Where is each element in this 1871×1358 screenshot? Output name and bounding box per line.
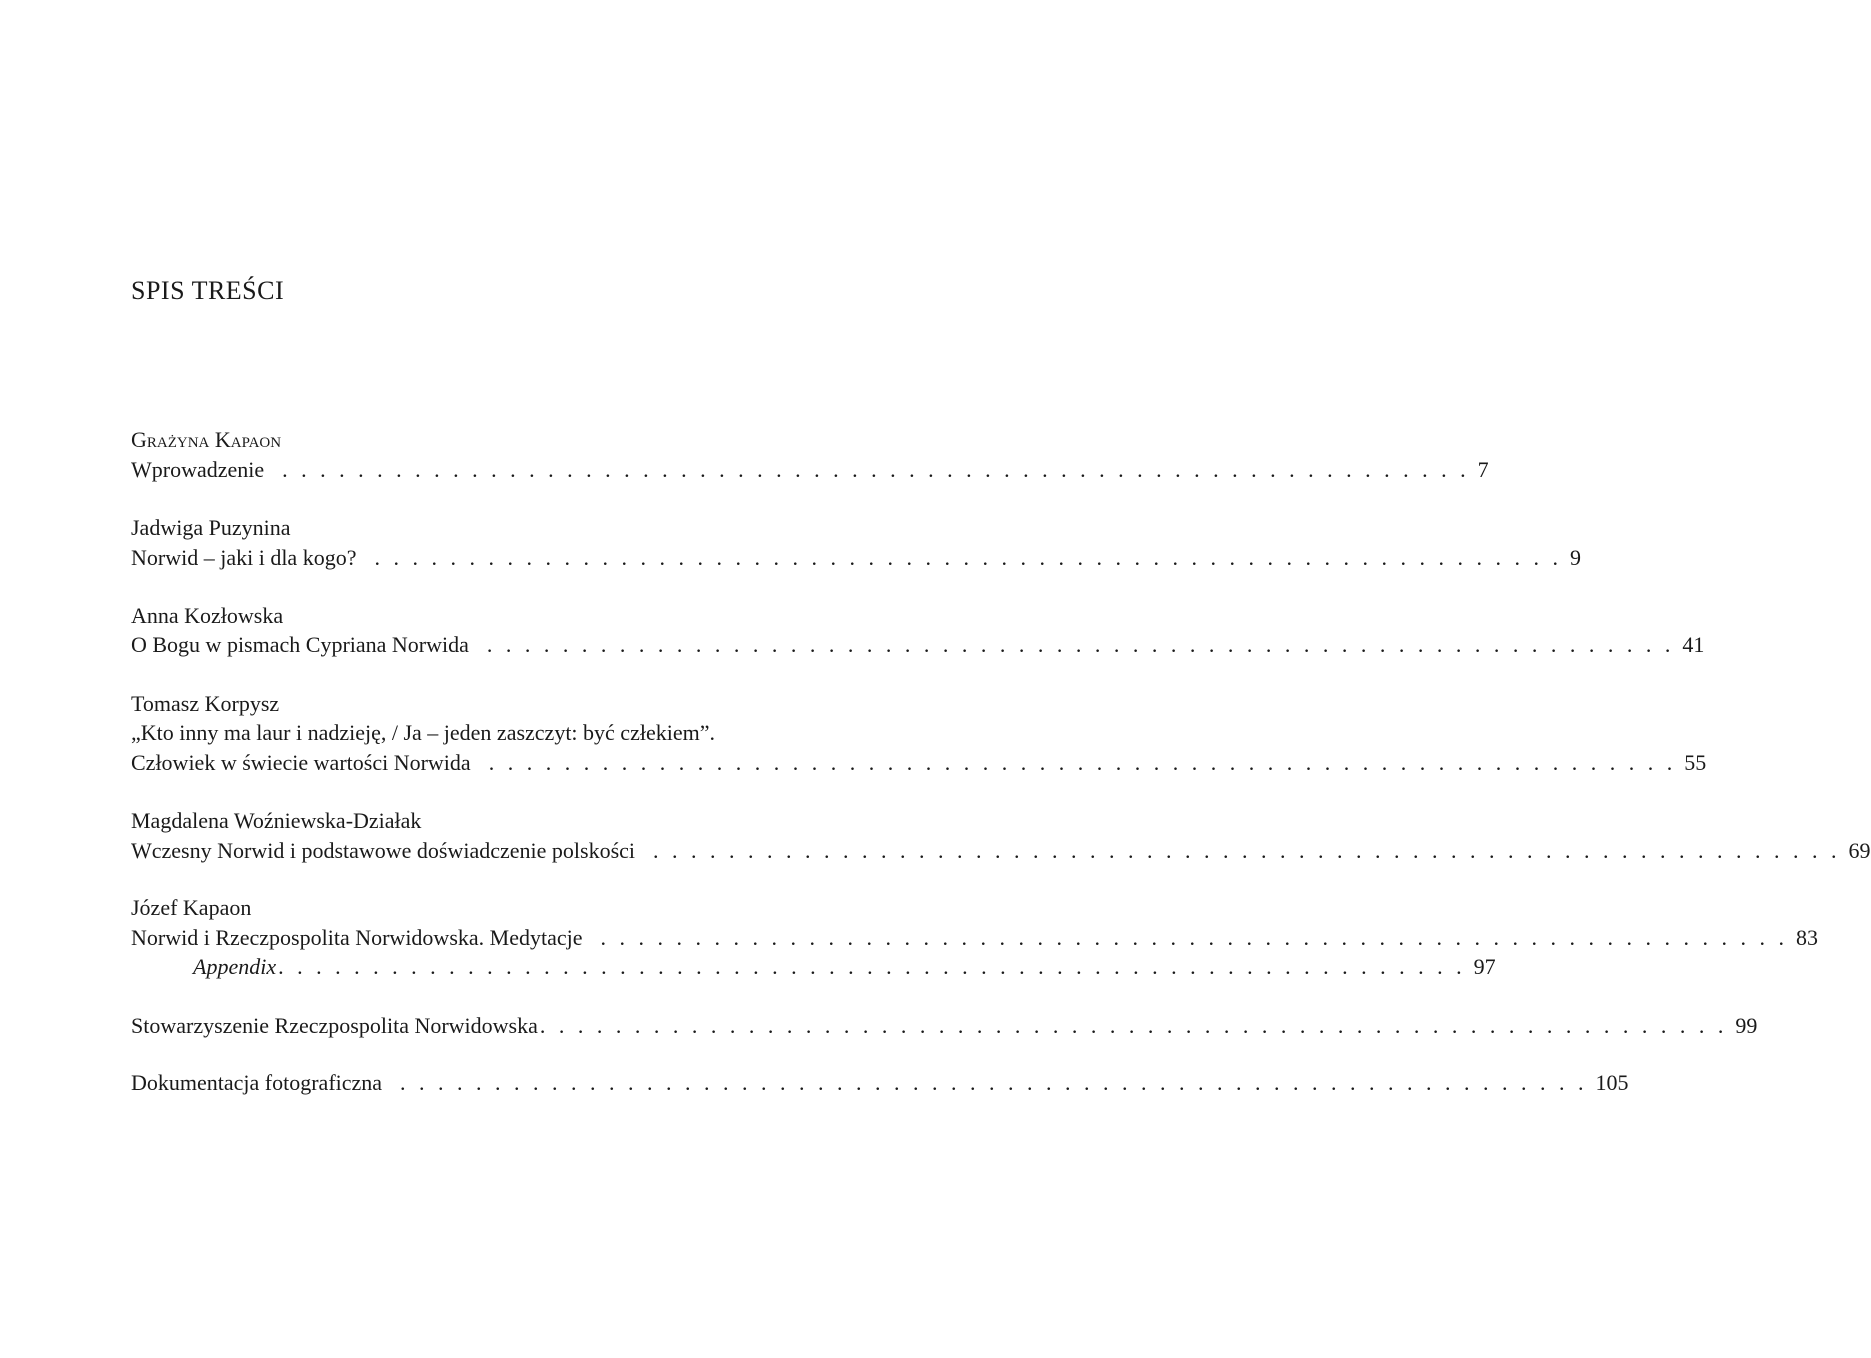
toc-entry[interactable] (131, 923, 1818, 953)
entry-title: O Bogu w pismach Cypriana Norwida (131, 632, 469, 657)
page-number: 97 (1473, 954, 1496, 979)
dot-leader: . . . . . . . . . . . . . . . . . . . . . . . . . . . . . . . . . . . . . . . . . . . . . . . . . . . . . . . . . . . . . . . (374, 545, 1562, 570)
page-number: 41 (1682, 632, 1705, 657)
dot-leader: . . . . . . . . . . . . . . . . . . . . . . . . . . . . . . . . . . . . . . . . . . . . . . . . . . . . . . . . . . . . . . . (653, 838, 1841, 863)
toc-entry[interactable] (131, 543, 1581, 573)
toc-entry[interactable] (131, 836, 1871, 866)
dot-leader: . . . . . . . . . . . . . . . . . . . . . . . . . . . . . . . . . . . . . . . . . . . . . . . . . . . . . . . . . . . . . . . (486, 632, 1675, 657)
entry-title: Wczesny Norwid i podstawowe doświadczenie polskości (131, 838, 636, 863)
page-number: 99 (1735, 1013, 1758, 1038)
page-number: 55 (1684, 750, 1707, 775)
toc-entry[interactable] (131, 1011, 1758, 1041)
entry-author: Grażyna Kapaon (131, 427, 282, 452)
entry-title: Norwid i Rzeczpospolita Norwidowska. Medytacje (131, 925, 583, 950)
dot-leader: . . . . . . . . . . . . . . . . . . . . . . . . . . . . . . . . . . . . . . . . . . . . . . . . . . . . . . . . . . . . . . . (282, 457, 1470, 482)
toc-entry[interactable] (131, 630, 1705, 660)
entry-title: Wprowadzenie (131, 457, 265, 482)
entry-title: Norwid – jaki i dla kogo? (131, 545, 357, 570)
page-number: 7 (1477, 457, 1489, 482)
entry-author: Tomasz Korpysz (131, 691, 280, 716)
toc-entry[interactable] (131, 1068, 1629, 1098)
entry-author: Magdalena Woźniewska-Działak (131, 808, 422, 833)
entry-author: Anna Kozłowska (131, 603, 284, 628)
page-number: 69 (1848, 838, 1871, 863)
entry-title-line: „Kto inny ma laur i nadzieję, / Ja – jeden zaszczyt: być człekiem”. (131, 720, 715, 745)
entry-title: Dokumentacja fotograficzna (131, 1070, 383, 1095)
dot-leader: . . . . . . . . . . . . . . . . . . . . . . . . . . . . . . . . . . . . . . . . . . . . . . . . . . . . . . . . . . . . . . . (488, 750, 1677, 775)
page-number: 9 (1569, 545, 1581, 570)
entry-author: Józef Kapaon (131, 895, 252, 920)
entry-title: Stowarzyszenie Rzeczpospolita Norwidowska (131, 1013, 538, 1038)
page-number: 105 (1595, 1070, 1629, 1095)
entry-title: Appendix (193, 954, 277, 979)
page-number: 83 (1796, 925, 1818, 950)
dot-leader: . . . . . . . . . . . . . . . . . . . . . . . . . . . . . . . . . . . . . . . . . . . . . . . . . . . . . . . . . . . . . . . (539, 1013, 1728, 1038)
entry-author: Jadwiga Puzynina (131, 515, 291, 540)
toc-entry[interactable] (131, 455, 1489, 485)
dot-leader: . . . . . . . . . . . . . . . . . . . . . . . . . . . . . . . . . . . . . . . . . . . . . . . . . . . . . . . . . . . . . . . (400, 1070, 1588, 1095)
entry-title: Człowiek w świecie wartości Norwida (131, 750, 471, 775)
page-title: SPIS TREŚCI (131, 276, 285, 305)
dot-leader: . . . . . . . . . . . . . . . . . . . . . . . . . . . . . . . . . . . . . . . . . . . . . . . . . . . . . . . . . . . . . . . (278, 954, 1466, 979)
dot-leader: . . . . . . . . . . . . . . . . . . . . . . . . . . . . . . . . . . . . . . . . . . . . . . . . . . . . . . . . . . . . . . . (600, 925, 1788, 950)
toc-subentry[interactable] (131, 952, 1496, 982)
toc-entry[interactable] (131, 748, 1707, 778)
